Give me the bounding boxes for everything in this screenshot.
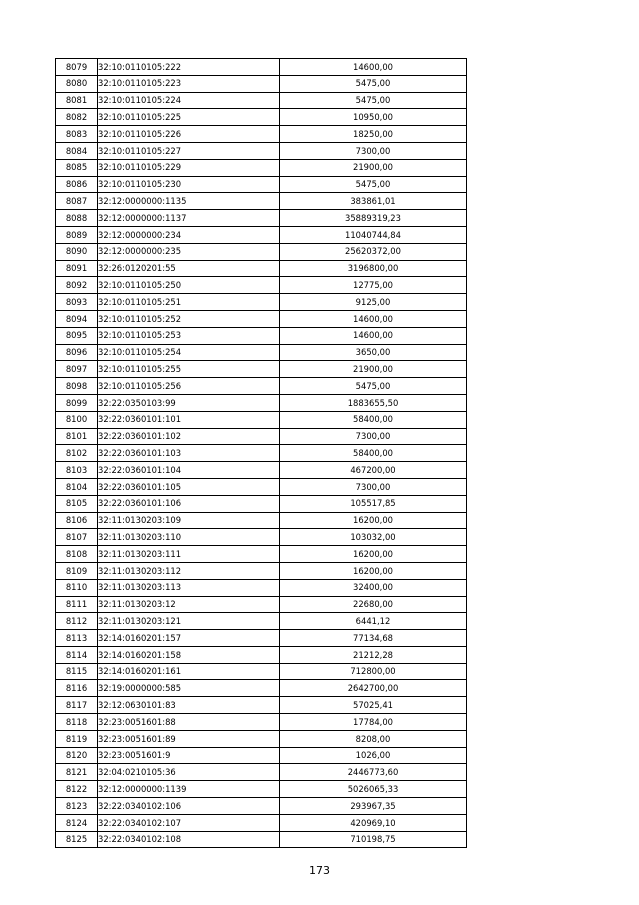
cadastral-value-cell: 1883655,50 [280,394,467,411]
row-number-cell: 8114 [56,646,98,663]
table-row [56,596,467,613]
table-row [56,546,467,563]
cadastral-number-cell: 32:22:0360101:105 [98,478,280,495]
table-row [56,529,467,546]
cadastral-value-cell: 57025,41 [280,697,467,714]
row-number-cell: 8085 [56,159,98,176]
cadastral-value-cell: 5475,00 [280,176,467,193]
row-number-cell: 8096 [56,344,98,361]
cadastral-value-cell: 7300,00 [280,428,467,445]
cadastral-number-cell: 32:11:0130203:121 [98,613,280,630]
table-row [56,210,467,227]
table-row [56,462,467,479]
cadastral-value-cell: 21900,00 [280,361,467,378]
cadastral-value-cell: 10950,00 [280,109,467,126]
row-number-cell: 8111 [56,596,98,613]
table-row [56,176,467,193]
cadastral-number-cell: 32:22:0360101:104 [98,462,280,479]
table-row [56,344,467,361]
row-number-cell: 8093 [56,294,98,311]
table-row [56,260,467,277]
table-row [56,781,467,798]
row-number-cell: 8116 [56,680,98,697]
cadastral-value-cell: 3196800,00 [280,260,467,277]
cadastral-value-cell: 18250,00 [280,126,467,143]
row-number-cell: 8099 [56,394,98,411]
cadastral-value-cell: 35889319,23 [280,210,467,227]
cadastral-number-cell: 32:10:0110105:253 [98,327,280,344]
row-number-cell: 8123 [56,798,98,815]
row-number-cell: 8101 [56,428,98,445]
cadastral-value-cell: 2642700,00 [280,680,467,697]
cadastral-number-cell: 32:14:0160201:161 [98,663,280,680]
row-number-cell: 8120 [56,747,98,764]
table-row [56,831,467,848]
row-number-cell: 8113 [56,630,98,647]
table-row [56,327,467,344]
row-number-cell: 8109 [56,562,98,579]
cadastral-number-cell: 32:22:0340102:108 [98,831,280,848]
cadastral-value-cell: 5475,00 [280,378,467,395]
table-row [56,126,467,143]
row-number-cell: 8079 [56,59,98,76]
cadastral-number-cell: 32:10:0110105:252 [98,310,280,327]
table-row [56,142,467,159]
cadastral-number-cell: 32:14:0160201:158 [98,646,280,663]
table-row [56,226,467,243]
cadastral-value-cell: 7300,00 [280,478,467,495]
cadastral-number-cell: 32:12:0000000:235 [98,243,280,260]
cadastral-number-cell: 32:10:0110105:229 [98,159,280,176]
cadastral-value-cell: 14600,00 [280,310,467,327]
cadastral-number-cell: 32:12:0000000:1137 [98,210,280,227]
cadastral-number-cell: 32:23:0051601:88 [98,714,280,731]
row-number-cell: 8087 [56,193,98,210]
cadastral-number-cell: 32:10:0110105:222 [98,59,280,76]
row-number-cell: 8122 [56,781,98,798]
cadastral-value-cell: 32400,00 [280,579,467,596]
row-number-cell: 8086 [56,176,98,193]
table-row [56,445,467,462]
cadastral-number-cell: 32:10:0110105:226 [98,126,280,143]
cadastral-value-cell: 17784,00 [280,714,467,731]
table-row [56,361,467,378]
row-number-cell: 8124 [56,814,98,831]
cadastral-number-cell: 32:11:0130203:110 [98,529,280,546]
cadastral-value-cell: 12775,00 [280,277,467,294]
row-number-cell: 8090 [56,243,98,260]
cadastral-number-cell: 32:19:0000000:585 [98,680,280,697]
row-number-cell: 8106 [56,512,98,529]
cadastral-value-cell: 467200,00 [280,462,467,479]
table-body [56,59,467,848]
cadastral-value-cell: 1026,00 [280,747,467,764]
cadastral-number-cell: 32:10:0110105:256 [98,378,280,395]
row-number-cell: 8091 [56,260,98,277]
cadastral-value-cell: 105517,85 [280,495,467,512]
cadastral-value-table [55,58,467,848]
table-row [56,730,467,747]
cadastral-number-cell: 32:12:0630101:83 [98,697,280,714]
row-number-cell: 8097 [56,361,98,378]
cadastral-value-cell: 293967,35 [280,798,467,815]
cadastral-value-cell: 16200,00 [280,562,467,579]
cadastral-value-cell: 77134,68 [280,630,467,647]
row-number-cell: 8082 [56,109,98,126]
cadastral-number-cell: 32:23:0051601:89 [98,730,280,747]
table-row [56,294,467,311]
row-number-cell: 8105 [56,495,98,512]
table-row [56,579,467,596]
page-number: 173 [309,864,330,877]
cadastral-value-cell: 16200,00 [280,546,467,563]
table-row [56,478,467,495]
row-number-cell: 8100 [56,411,98,428]
row-number-cell: 8117 [56,697,98,714]
cadastral-value-cell: 7300,00 [280,142,467,159]
cadastral-number-cell: 32:22:0360101:101 [98,411,280,428]
cadastral-number-cell: 32:11:0130203:113 [98,579,280,596]
cadastral-number-cell: 32:26:0120201:55 [98,260,280,277]
cadastral-number-cell: 32:10:0110105:223 [98,75,280,92]
table-row [56,310,467,327]
cadastral-value-cell: 58400,00 [280,445,467,462]
cadastral-number-cell: 32:10:0110105:250 [98,277,280,294]
cadastral-value-cell: 25620372,00 [280,243,467,260]
cadastral-value-cell: 5026065,33 [280,781,467,798]
cadastral-value-cell: 3650,00 [280,344,467,361]
table-row [56,378,467,395]
cadastral-value-cell: 712800,00 [280,663,467,680]
row-number-cell: 8092 [56,277,98,294]
table-row [56,428,467,445]
table-row [56,109,467,126]
table-row [56,814,467,831]
row-number-cell: 8081 [56,92,98,109]
cadastral-value-cell: 5475,00 [280,92,467,109]
cadastral-number-cell: 32:23:0051601:9 [98,747,280,764]
cadastral-value-cell: 58400,00 [280,411,467,428]
cadastral-number-cell: 32:10:0110105:224 [98,92,280,109]
table-row [56,411,467,428]
cadastral-number-cell: 32:12:0000000:1135 [98,193,280,210]
row-number-cell: 8112 [56,613,98,630]
table-row [56,59,467,76]
row-number-cell: 8125 [56,831,98,848]
row-number-cell: 8098 [56,378,98,395]
table-row [56,663,467,680]
row-number-cell: 8104 [56,478,98,495]
row-number-cell: 8094 [56,310,98,327]
cadastral-value-cell: 6441,12 [280,613,467,630]
table-row [56,394,467,411]
row-number-cell: 8115 [56,663,98,680]
cadastral-value-cell: 710198,75 [280,831,467,848]
cadastral-value-cell: 16200,00 [280,512,467,529]
table-row [56,512,467,529]
cadastral-number-cell: 32:04:0210105:36 [98,764,280,781]
cadastral-number-cell: 32:10:0110105:254 [98,344,280,361]
table-row [56,193,467,210]
table-row [56,714,467,731]
row-number-cell: 8102 [56,445,98,462]
row-number-cell: 8107 [56,529,98,546]
row-number-cell: 8088 [56,210,98,227]
table-row [56,798,467,815]
cadastral-number-cell: 32:10:0110105:230 [98,176,280,193]
cadastral-value-cell: 11040744,84 [280,226,467,243]
table-row [56,277,467,294]
cadastral-number-cell: 32:10:0110105:225 [98,109,280,126]
row-number-cell: 8119 [56,730,98,747]
table-row [56,764,467,781]
table-row [56,646,467,663]
cadastral-number-cell: 32:22:0360101:106 [98,495,280,512]
cadastral-value-cell: 14600,00 [280,59,467,76]
cadastral-value-cell: 8208,00 [280,730,467,747]
cadastral-number-cell: 32:11:0130203:109 [98,512,280,529]
cadastral-number-cell: 32:22:0360101:102 [98,428,280,445]
cadastral-value-cell: 21212,28 [280,646,467,663]
table-row [56,697,467,714]
cadastral-value-cell: 103032,00 [280,529,467,546]
cadastral-number-cell: 32:22:0340102:107 [98,814,280,831]
cadastral-number-cell: 32:22:0340102:106 [98,798,280,815]
cadastral-value-cell: 420969,10 [280,814,467,831]
table-row [56,680,467,697]
cadastral-number-cell: 32:10:0110105:251 [98,294,280,311]
cadastral-number-cell: 32:11:0130203:12 [98,596,280,613]
cadastral-value-cell: 5475,00 [280,75,467,92]
row-number-cell: 8080 [56,75,98,92]
row-number-cell: 8089 [56,226,98,243]
row-number-cell: 8083 [56,126,98,143]
cadastral-value-cell: 22680,00 [280,596,467,613]
row-number-cell: 8118 [56,714,98,731]
cadastral-value-cell: 21900,00 [280,159,467,176]
row-number-cell: 8095 [56,327,98,344]
cadastral-number-cell: 32:12:0000000:1139 [98,781,280,798]
cadastral-value-cell: 14600,00 [280,327,467,344]
table-row [56,75,467,92]
cadastral-number-cell: 32:11:0130203:112 [98,562,280,579]
row-number-cell: 8121 [56,764,98,781]
table-row [56,747,467,764]
cadastral-number-cell: 32:10:0110105:227 [98,142,280,159]
table-row [56,562,467,579]
cadastral-value-cell: 9125,00 [280,294,467,311]
cadastral-number-cell: 32:14:0160201:157 [98,630,280,647]
cadastral-number-cell: 32:12:0000000:234 [98,226,280,243]
cadastral-number-cell: 32:10:0110105:255 [98,361,280,378]
row-number-cell: 8110 [56,579,98,596]
table-row [56,92,467,109]
table-row [56,495,467,512]
table-row [56,613,467,630]
cadastral-number-cell: 32:22:0350103:99 [98,394,280,411]
cadastral-number-cell: 32:11:0130203:111 [98,546,280,563]
cadastral-value-cell: 383861,01 [280,193,467,210]
row-number-cell: 8103 [56,462,98,479]
cadastral-value-cell: 2446773,60 [280,764,467,781]
row-number-cell: 8108 [56,546,98,563]
table-row [56,159,467,176]
cadastral-number-cell: 32:22:0360101:103 [98,445,280,462]
row-number-cell: 8084 [56,142,98,159]
table-row [56,243,467,260]
table-row [56,630,467,647]
